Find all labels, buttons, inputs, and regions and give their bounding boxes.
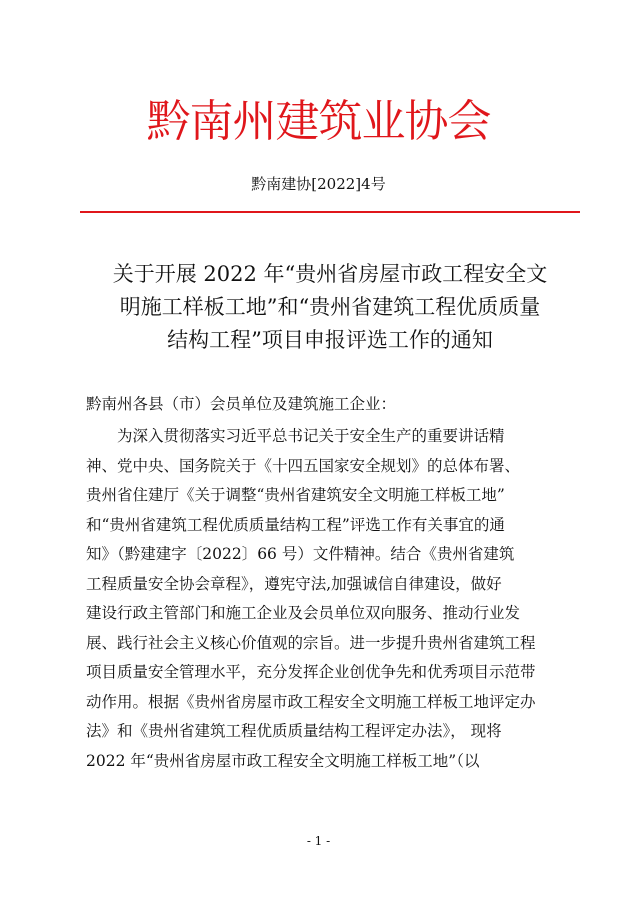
notice-title bbox=[80, 258, 580, 357]
body-line: 神、党中央、国务院关于《十四五国家安全规划》的总体布署、 bbox=[86, 456, 521, 475]
body-line: 为深入贯彻落实习近平总书记关于安全生产的重要讲话精 bbox=[117, 427, 505, 445]
body-line: 展、践行社会主义核心价值观的宗旨。进一步提升贵州省建筑工程 bbox=[86, 633, 536, 652]
body-line: 2022 年“贵州省房屋市政工程安全文明施工样板工地”（以 bbox=[86, 751, 480, 770]
organization-name: 黔南州建筑业协会 bbox=[146, 96, 491, 147]
body-line: 工程质量安全协会章程》，遵宪守法,加强诚信自律建设，做好 bbox=[86, 574, 502, 593]
body-line: 动作用。根据《贵州省房屋市政工程安全文明施工样板工地评定办 bbox=[86, 692, 536, 711]
body-line: 法》和《贵州省建筑工程优质质量结构工程评定办法》， 现将 bbox=[86, 722, 502, 740]
body-line: 贵州省住建厅《关于调整“贵州省建筑安全文明施工样板工地” bbox=[86, 486, 505, 504]
body-line: 知》（黔建建字〔2022〕66 号）文件精神。结合《贵州省建筑 bbox=[86, 545, 515, 563]
title-line: 关于开展 2022 年“贵州省房屋市政工程安全文 bbox=[112, 262, 548, 286]
body-line: 建设行政主管部门和施工企业及会员单位双向服务、推动行业发 bbox=[86, 604, 521, 622]
red-divider bbox=[80, 211, 580, 213]
body-text bbox=[86, 422, 586, 776]
title-line: 明施工样板工地”和“贵州省建筑工程优质质量 bbox=[119, 295, 541, 319]
title-line: 结构工程”项目申报评选工作的通知 bbox=[167, 328, 493, 352]
body-line: 和“贵州省建筑工程优质质量结构工程”评选工作有关事宜的通 bbox=[86, 515, 505, 534]
document-number: 黔南建协[2022]4号 bbox=[251, 175, 386, 193]
salutation: 黔南州各县（市）会员单位及建筑施工企业： bbox=[86, 395, 397, 413]
page-number: - 1 - bbox=[306, 834, 331, 848]
body-line: 项目质量安全管理水平，充分发挥企业创优争先和优秀项目示范带 bbox=[86, 663, 536, 681]
